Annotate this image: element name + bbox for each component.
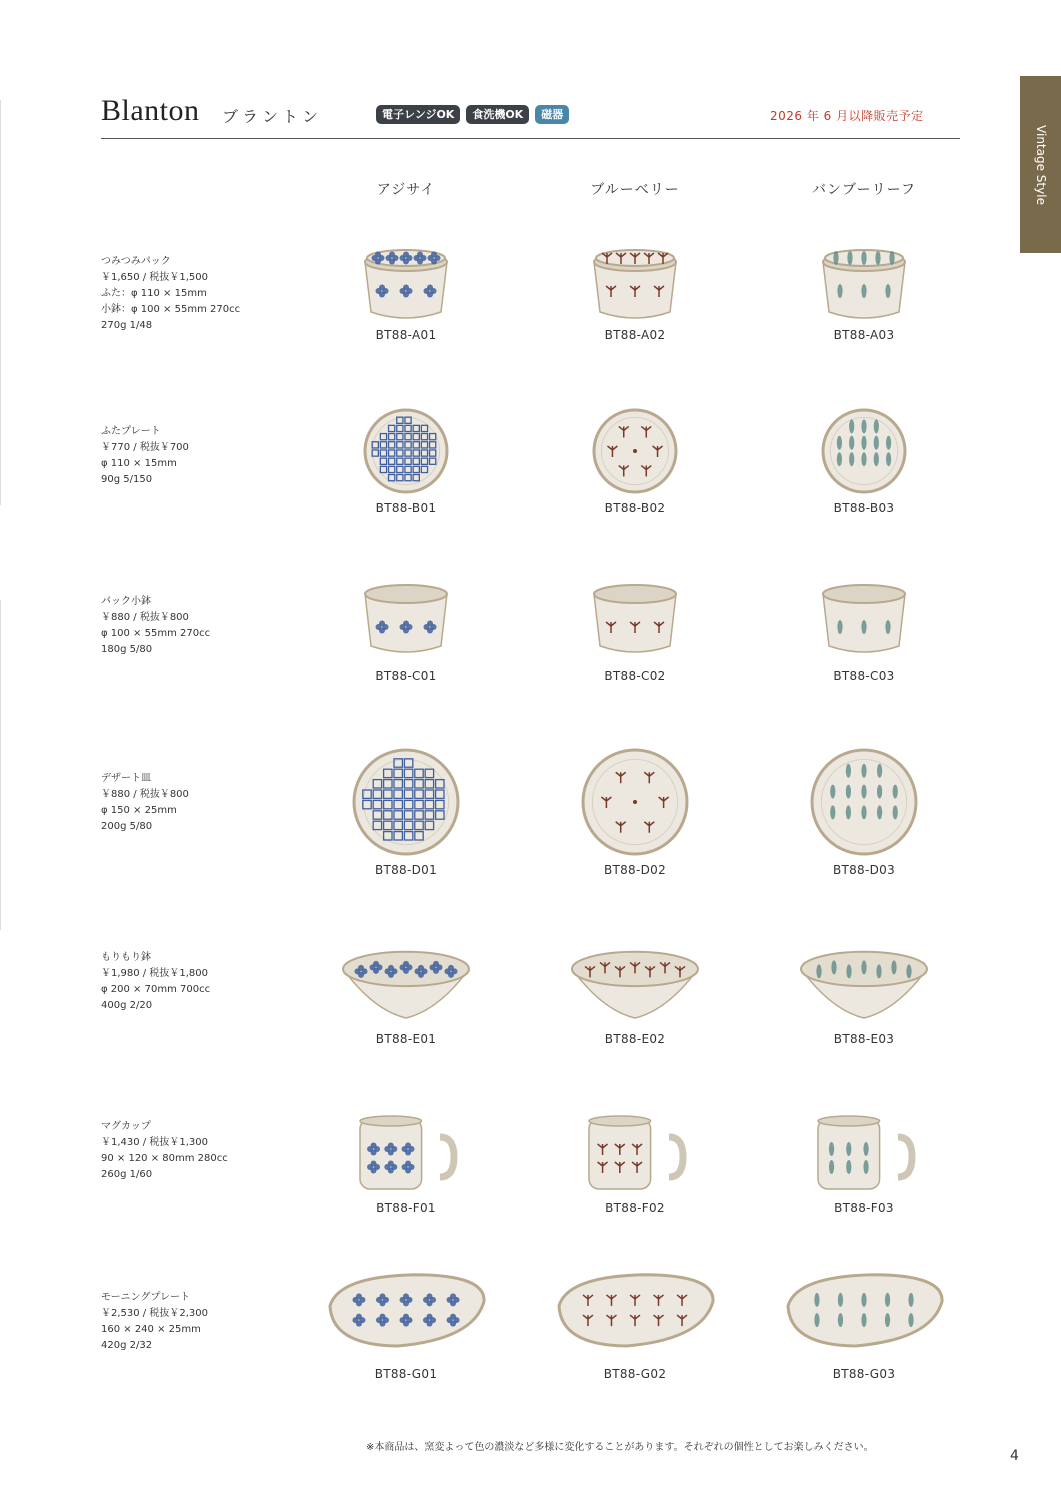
product-code: BT88-G01 xyxy=(374,1367,438,1381)
product-name: ふたプレート xyxy=(101,426,161,437)
tableware-drawing xyxy=(818,1116,912,1189)
product-name: つみつみパック xyxy=(101,256,171,267)
tableware-drawing xyxy=(330,1275,484,1346)
lidded-bowl-image xyxy=(590,244,680,322)
product-name: パック小鉢 xyxy=(101,596,151,607)
release-date-note: 2026 年 6 月以降販売予定 xyxy=(770,109,924,123)
product-code: BT88-F01 xyxy=(376,1201,436,1215)
header-divider xyxy=(101,138,960,139)
wide-bowl-image xyxy=(341,944,471,1022)
page-title: Blanton xyxy=(101,94,200,127)
product-info xyxy=(101,950,210,1014)
product-price: ￥1,980 / 税抜￥1,800 xyxy=(101,968,208,979)
product-price: ￥1,430 / 税抜￥1,300 xyxy=(101,1137,208,1148)
product-code: BT88-F02 xyxy=(605,1201,665,1215)
product-info xyxy=(101,1119,228,1183)
product-weight: 420g 2/32 xyxy=(101,1340,153,1351)
product-code: BT88-C02 xyxy=(604,669,666,683)
mug-image xyxy=(356,1113,444,1193)
product-spec: 160 × 240 × 25mm xyxy=(101,1324,201,1335)
tableware-drawing xyxy=(788,1275,942,1346)
side-tab xyxy=(1020,76,1061,253)
left-edge-mark xyxy=(0,100,1,505)
product-code: BT88-B01 xyxy=(375,501,437,515)
product-code: BT88-E02 xyxy=(604,1032,666,1046)
tableware-drawing xyxy=(354,750,458,854)
dessert-plate-image xyxy=(580,748,690,856)
small-plate-image xyxy=(361,408,451,494)
tableware-drawing xyxy=(594,410,676,492)
lidded-bowl-image xyxy=(361,244,451,322)
column-header-bamboo-leaf: バンブーリーフ xyxy=(812,182,916,198)
product-info xyxy=(101,594,210,658)
rect-plate-image xyxy=(322,1268,490,1352)
product-code: BT88-A03 xyxy=(833,328,895,342)
tableware-drawing xyxy=(589,1116,683,1189)
column-header-blueberry: ブルーベリー xyxy=(590,182,680,198)
dishwasher-ok-badge: 食洗機OK xyxy=(466,105,529,124)
tableware-drawing xyxy=(583,750,687,854)
porcelain-badge: 磁器 xyxy=(535,105,569,124)
dessert-plate-image xyxy=(351,748,461,856)
tableware-drawing xyxy=(365,585,447,652)
side-tab-label: Vintage Style xyxy=(1033,124,1048,205)
mug-image xyxy=(585,1113,673,1193)
tableware-drawing xyxy=(360,1116,454,1189)
small-plate-image xyxy=(590,408,680,494)
tableware-drawing xyxy=(572,952,698,1018)
product-name: もりもり鉢 xyxy=(101,952,151,963)
product-price: ￥2,530 / 税抜￥2,300 xyxy=(101,1308,208,1319)
footnote: ※本商品は、窯変よって色の濃淡など多様に変化することがあります。それぞれの個性としてお楽しみください。 xyxy=(366,1442,874,1453)
product-spec: φ 110 × 15mm xyxy=(101,458,177,469)
product-name: デザート皿 xyxy=(101,773,151,784)
product-code: BT88-G03 xyxy=(832,1367,896,1381)
product-code: BT88-B02 xyxy=(604,501,666,515)
product-weight: 400g 2/20 xyxy=(101,1000,153,1011)
product-name: モーニングプレート xyxy=(101,1292,190,1303)
tableware-drawing xyxy=(365,410,447,492)
product-weight: 270g 1/48 xyxy=(101,320,153,331)
product-weight: 200g 5/80 xyxy=(101,821,153,832)
product-code: BT88-E01 xyxy=(375,1032,437,1046)
tableware-drawing xyxy=(594,585,676,652)
product-info xyxy=(101,771,189,835)
product-price: ￥1,650 / 税抜￥1,500 xyxy=(101,272,208,283)
product-weight: 90g 5/150 xyxy=(101,474,153,485)
product-weight: 180g 5/80 xyxy=(101,644,153,655)
tableware-drawing xyxy=(365,250,447,318)
left-edge-mark xyxy=(0,600,1,930)
product-info xyxy=(101,424,189,488)
product-price: ￥880 / 税抜￥800 xyxy=(101,789,189,800)
product-code: BT88-C01 xyxy=(375,669,437,683)
product-spec: 小鉢：φ 100 × 55mm 270cc xyxy=(101,304,241,315)
product-code: BT88-D03 xyxy=(832,863,896,877)
tableware-drawing xyxy=(801,952,927,1018)
column-header-ajisai: アジサイ xyxy=(376,182,436,198)
product-code: BT88-A02 xyxy=(604,328,666,342)
product-spec: φ 200 × 70mm 700cc xyxy=(101,984,211,995)
product-code: BT88-B03 xyxy=(833,501,895,515)
tableware-drawing xyxy=(812,750,916,854)
product-spec: ふた：φ 110 × 15mm xyxy=(101,288,207,299)
product-info xyxy=(101,1290,208,1354)
product-info xyxy=(101,254,240,334)
product-spec: 90 × 120 × 80mm 280cc xyxy=(101,1153,228,1164)
small-bowl-image xyxy=(361,582,451,656)
tableware-drawing xyxy=(559,1275,713,1346)
microwave-ok-badge: 電子レンジOK xyxy=(376,105,460,124)
product-code: BT88-F03 xyxy=(834,1201,894,1215)
page-subtitle: ブラントン xyxy=(222,107,323,126)
product-code: BT88-D02 xyxy=(603,863,667,877)
page-number: 4 xyxy=(1010,1448,1019,1464)
small-bowl-image xyxy=(819,582,909,656)
small-plate-image xyxy=(819,408,909,494)
tableware-drawing xyxy=(594,250,676,318)
rect-plate-image xyxy=(780,1268,948,1352)
product-code: BT88-C03 xyxy=(833,669,895,683)
product-price: ￥880 / 税抜￥800 xyxy=(101,612,189,623)
tableware-drawing xyxy=(823,410,905,492)
tableware-drawing xyxy=(823,250,905,318)
product-spec: φ 100 × 55mm 270cc xyxy=(101,628,211,639)
lidded-bowl-image xyxy=(819,244,909,322)
product-weight: 260g 1/60 xyxy=(101,1169,153,1180)
feature-badges xyxy=(376,105,569,124)
mug-image xyxy=(814,1113,902,1193)
product-code: BT88-E03 xyxy=(833,1032,895,1046)
tableware-drawing xyxy=(823,585,905,652)
product-price: ￥770 / 税抜￥700 xyxy=(101,442,189,453)
product-code: BT88-D01 xyxy=(374,863,438,877)
product-spec: φ 150 × 25mm xyxy=(101,805,177,816)
small-bowl-image xyxy=(590,582,680,656)
product-code: BT88-G02 xyxy=(603,1367,667,1381)
wide-bowl-image xyxy=(799,944,929,1022)
product-name: マグカップ xyxy=(101,1121,151,1132)
tableware-drawing xyxy=(343,952,469,1018)
dessert-plate-image xyxy=(809,748,919,856)
product-code: BT88-A01 xyxy=(375,328,437,342)
rect-plate-image xyxy=(551,1268,719,1352)
wide-bowl-image xyxy=(570,944,700,1022)
